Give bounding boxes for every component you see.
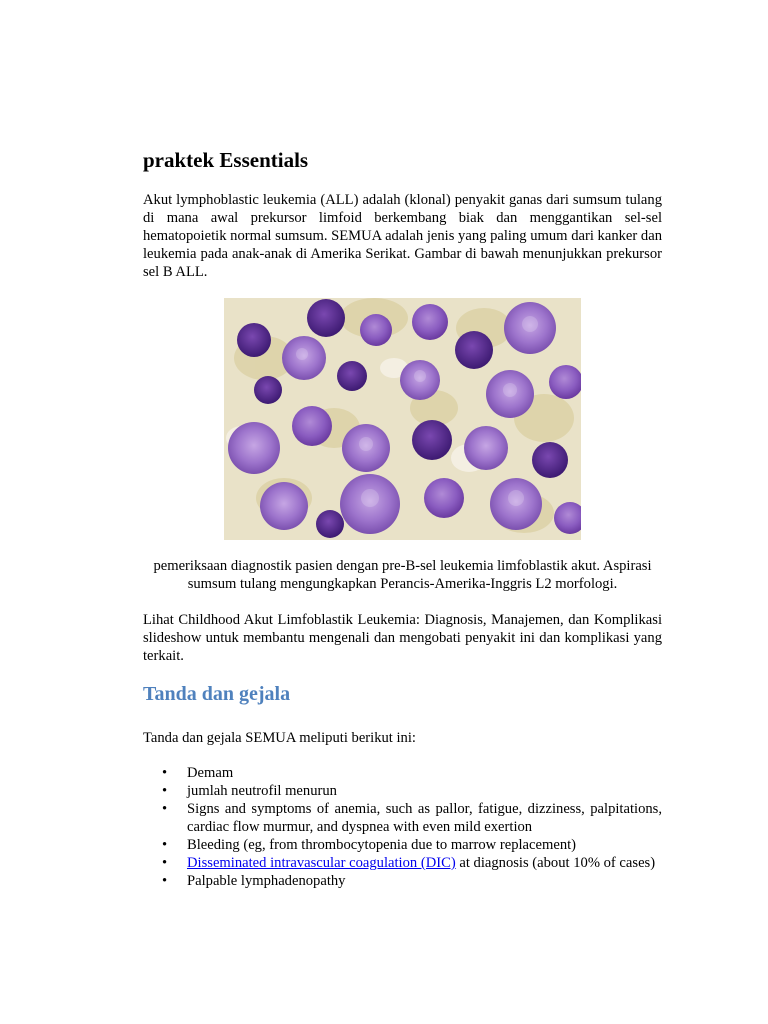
list-item — [143, 800, 662, 836]
list-item — [143, 764, 662, 782]
symptom-list — [143, 764, 662, 890]
dic-link[interactable]: Disseminated intravascular coagulation (DIC) — [187, 855, 456, 871]
bullet-icon: • — [162, 801, 168, 817]
bullet-icon: • — [162, 783, 168, 799]
document-title: praktek Essentials — [143, 148, 309, 172]
symptom-text: Signs and symptoms of anemia, such as pallor, fatigue, dizziness, palpitations, cardiac flow murmur, and dyspnea with even mild exertion — [187, 801, 662, 835]
list-item — [143, 854, 662, 872]
bullet-icon: • — [162, 855, 168, 871]
list-item — [143, 872, 662, 890]
bullet-icon: • — [162, 837, 168, 853]
symptom-text: Demam — [187, 765, 234, 781]
bullet-icon: • — [162, 765, 168, 781]
symptom-text: at diagnosis (about 10% of cases) — [455, 855, 656, 871]
list-item — [143, 836, 662, 854]
slideshow-note: Lihat Childhood Akut Limfoblastik Leukemia: Diagnosis, Manajemen, dan Komplikasi slideshow untuk membantu mengenali dan mengobati penyakit ini dan komplikasi yang terkait. — [143, 612, 662, 664]
section-lead: Tanda dan gejala SEMUA meliputi berikut ini: — [143, 730, 416, 746]
symptom-text: Bleeding (eg, from thrombocytopenia due to marrow replacement) — [187, 837, 577, 853]
figure-caption: pemeriksaan diagnostik pasien dengan pre-B-sel leukemia limfoblastik akut. Aspirasi sumsum tulang mengungkapkan Perancis-Amerika-Inggris L2 morfologi. — [153, 558, 652, 592]
list-item — [143, 782, 662, 800]
bone-marrow-micrograph — [224, 298, 581, 540]
symptom-text: jumlah neutrofil menurun — [187, 783, 337, 799]
intro-paragraph: Akut lymphoblastic leukemia (ALL) adalah (klonal) penyakit ganas dari sumsum tulang di mana awal prekursor limfoid berkembang biak dan menggantikan sel-sel hematopoietik normal sumsum. SEMUA adalah jenis yang paling umum dari kanker dan leukemia pada anak-anak di Amerika Serikat. Gambar di bawah menunjukkan prekursor sel B ALL. — [143, 192, 662, 280]
section-heading: Tanda dan gejala — [143, 683, 291, 705]
symptom-text: Palpable lymphadenopathy — [187, 873, 346, 889]
bullet-icon: • — [162, 873, 168, 889]
